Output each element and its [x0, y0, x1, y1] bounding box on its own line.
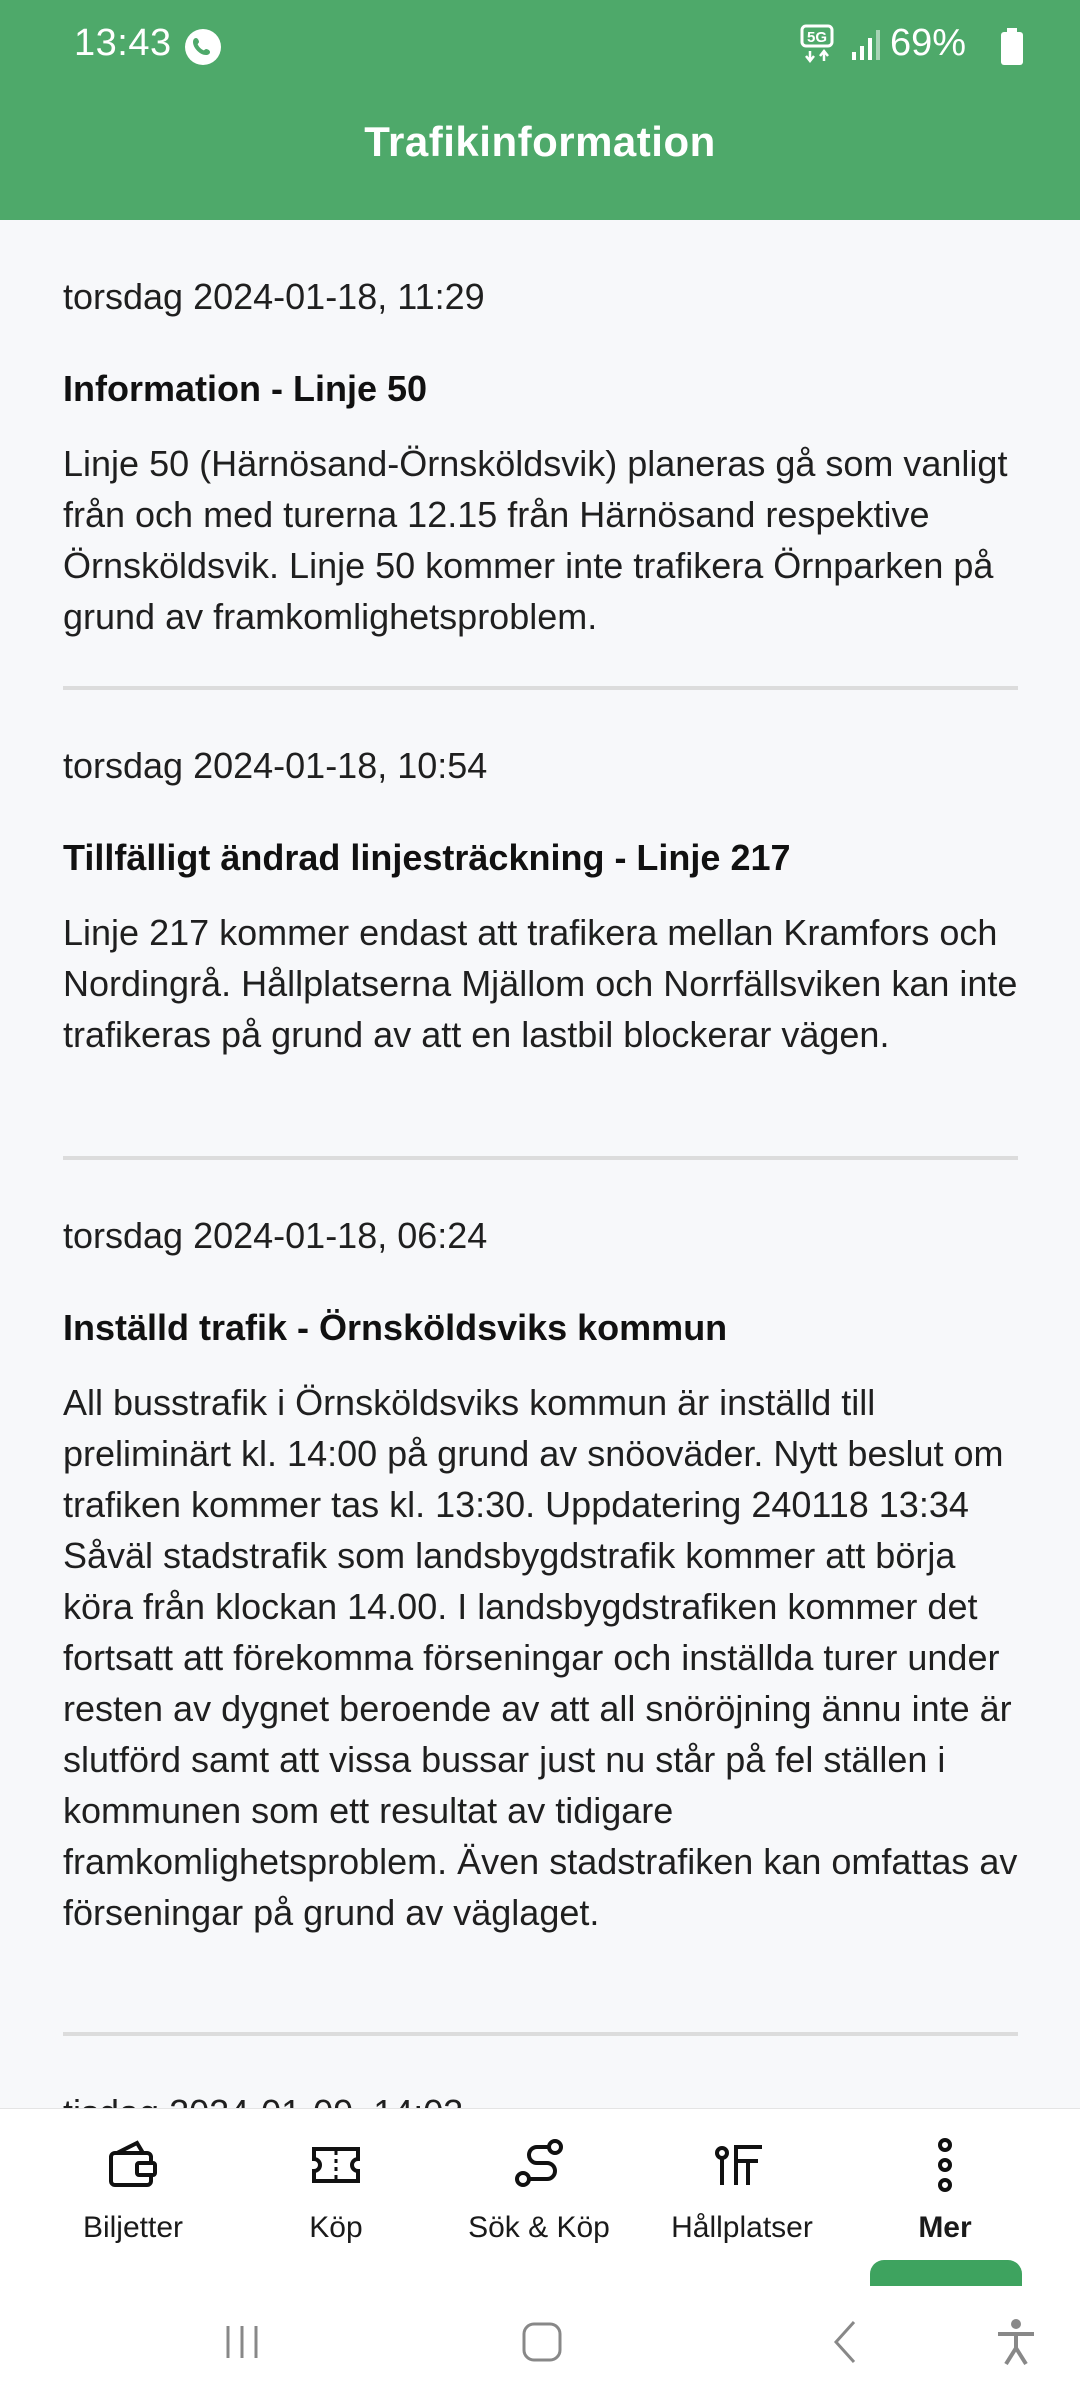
battery-percent: 69% — [890, 22, 967, 64]
nav-label: Biljetter — [82, 2211, 184, 2244]
notice-title: Information - Linje 50 — [63, 368, 428, 409]
bus-stop-icon — [712, 2135, 772, 2195]
divider — [63, 686, 1018, 690]
call-icon — [184, 28, 222, 66]
notice-title: Inställd trafik - Örnsköldsviks kommun — [63, 1307, 728, 1348]
status-bar — [0, 0, 1080, 90]
nav-item-hallplatser[interactable] — [634, 2109, 850, 2287]
notice-date: torsdag 2024-01-18, 06:24 — [63, 1215, 488, 1256]
list-item[interactable] — [63, 1215, 1018, 1938]
home-icon[interactable] — [516, 2316, 568, 2368]
nav-label: Köp — [309, 2211, 363, 2244]
divider — [63, 1156, 1018, 1160]
ticket-wallet-icon — [103, 2135, 163, 2195]
app-header — [0, 0, 1080, 220]
list-item[interactable] — [63, 276, 1018, 642]
traffic-info-list[interactable] — [0, 220, 1080, 2108]
notice-body: Linje 50 (Härnösand-Örnsköldsvik) planeras gå som vanligt från och med turerna 12.15 från Härnösand respektive Örnsköldsvik. Linje 50 kommer inte trafikera Örnparken på grund av framkomlighetsproblem. — [63, 443, 1008, 637]
notice-title: Tillfälligt ändrad linjesträckning - Linje 217 — [63, 837, 791, 878]
network-5g-icon — [800, 24, 840, 64]
ticket-icon — [306, 2135, 366, 2195]
status-time: 13:43 — [74, 22, 172, 64]
system-navigation-bar — [0, 2286, 1080, 2400]
accessibility-icon[interactable] — [990, 2316, 1042, 2368]
battery-icon — [1000, 28, 1024, 66]
notice-date: torsdag 2024-01-18, 11:29 — [63, 276, 485, 317]
status-icons — [780, 18, 1080, 68]
notice-date: torsdag 2024-01-18, 10:54 — [63, 745, 488, 786]
back-icon[interactable] — [820, 2316, 872, 2368]
nav-item-sok-kop[interactable] — [431, 2109, 647, 2287]
nav-label: Sök & Köp — [468, 2211, 610, 2244]
page-title: Trafikinformation — [364, 118, 716, 165]
nav-item-biljetter[interactable] — [25, 2109, 241, 2287]
notice-body: All busstrafik i Örnsköldsviks kommun är inställd till preliminärt kl. 14:00 på grund av snöoväder. Nytt beslut om trafiken kommer tas kl. 13:30. Uppdatering 240118 13:34 Såväl stadstrafik som landsbygdstrafik kommer att börja köra från klockan 14.00. I landsbygdstrafiken kommer det fortsatt att förekomma förseningar och inställda turer under resten av dygnet beroende av att all snöröjning ännu inte är slutförd samt att vissa bussar just nu står på fel ställen i kommunen som ett resultat av tidigare framkomlighetsproblem. Även stadstrafiken kan omfattas av förseningar på grund av väglaget. — [63, 1382, 1018, 1933]
notice-body: Linje 217 kommer endast att trafikera mellan Kramfors och Nordingrå. Hållplatserna Mjällom och Norrfällsviken kan inte trafikeras på grund av att en lastbil blockerar vägen. — [63, 912, 1018, 1055]
list-item[interactable] — [63, 745, 1018, 1060]
signal-icon — [848, 26, 884, 62]
active-tab-indicator — [870, 2260, 1022, 2286]
recent-apps-icon[interactable] — [216, 2316, 268, 2368]
nav-label: Mer — [918, 2211, 972, 2244]
route-icon — [509, 2135, 569, 2195]
nav-item-kop[interactable] — [228, 2109, 444, 2287]
divider — [63, 2032, 1018, 2036]
nav-label: Hållplatser — [671, 2211, 813, 2244]
more-vertical-icon — [915, 2135, 975, 2195]
svg-text:5G: 5G — [806, 29, 828, 46]
